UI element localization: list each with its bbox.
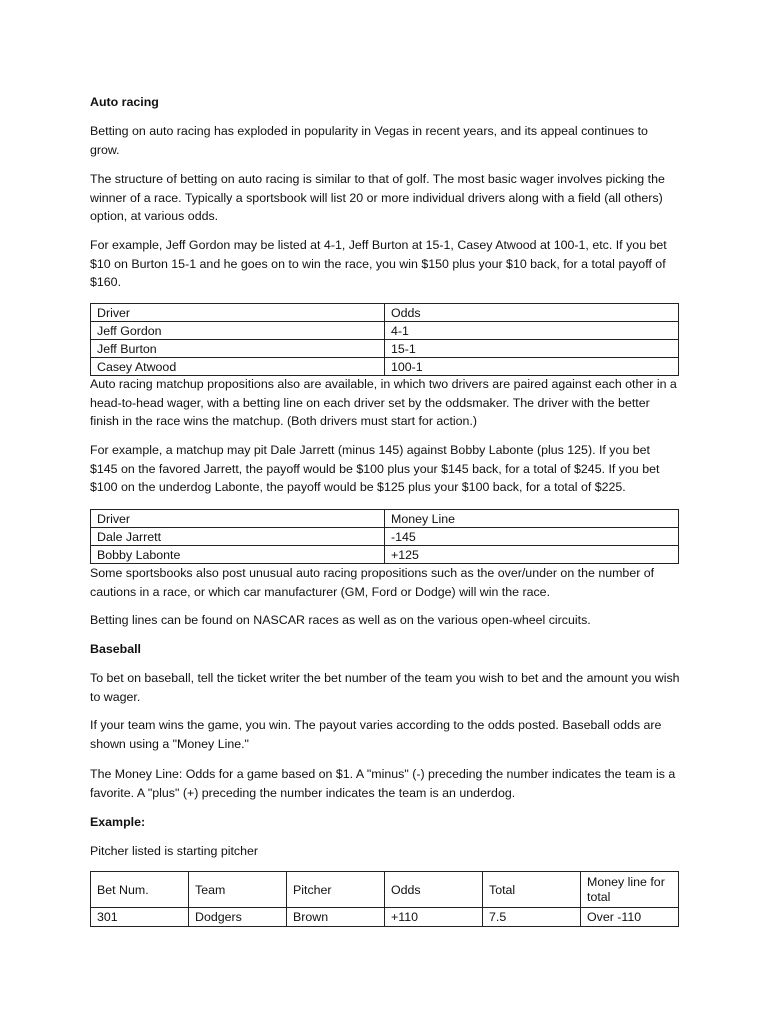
table-cell: +125 bbox=[385, 546, 679, 564]
table-cell: 7.5 bbox=[483, 908, 581, 927]
table-cell: 100-1 bbox=[385, 358, 679, 376]
table-header-cell: Money line for total bbox=[581, 872, 679, 908]
baseball-payout-paragraph: If your team wins the game, you win. The payout varies according to the odds posted. Baseball odds are shown using a "Money Line." bbox=[90, 718, 662, 751]
driver-odds-table bbox=[90, 303, 679, 376]
table-header-cell: Driver bbox=[91, 510, 385, 528]
table-cell: Jeff Gordon bbox=[91, 322, 385, 340]
auto-racing-intro-paragraph: Betting on auto racing has exploded in popularity in Vegas in recent years, and its appeal continues to grow. bbox=[90, 124, 648, 157]
baseball-example-table bbox=[90, 871, 679, 927]
table-header-cell: Total bbox=[483, 872, 581, 908]
auto-racing-structure-paragraph: The structure of betting on auto racing is similar to that of golf. The most basic wager involves picking the winner of a race. Typically a sportsbook will list 20 or more individual drivers along with a field (all others) option, at various odds. bbox=[90, 172, 665, 224]
table-header-row bbox=[91, 304, 679, 322]
table-row bbox=[91, 908, 679, 927]
table-cell: Jeff Burton bbox=[91, 340, 385, 358]
table-row bbox=[91, 322, 679, 340]
matchup-example-paragraph: For example, a matchup may pit Dale Jarrett (minus 145) against Bobby Labonte (plus 125). If you bet $145 on the favored Jarrett, the payoff would be $100 plus your $145 back, for a total of $245. If you bet $100 on the underdog Labonte, the payoff would be $125 plus your $100 back, for a total of $225. bbox=[90, 443, 660, 495]
auto-racing-heading: Auto racing bbox=[90, 95, 159, 109]
table-header-row bbox=[91, 510, 679, 528]
table-header-cell: Team bbox=[189, 872, 287, 908]
table-cell: +110 bbox=[385, 908, 483, 927]
baseball-heading: Baseball bbox=[90, 642, 141, 656]
auto-racing-example-paragraph: For example, Jeff Gordon may be listed at 4-1, Jeff Burton at 15-1, Casey Atwood at 100-1, etc. If you bet $10 on Burton 15-1 and he goes on to win the race, you win $150 plus your $10 back, for a total payoff of $160. bbox=[90, 238, 667, 290]
table-header-cell: Pitcher bbox=[287, 872, 385, 908]
money-line-paragraph: The Money Line: Odds for a game based on $1. A "minus" (-) preceding the number indicates the team is a favorite. A "plus" (+) preceding the number indicates the team is an underdog. bbox=[90, 767, 676, 800]
table-cell: Bobby Labonte bbox=[91, 546, 385, 564]
table-header-cell: Money Line bbox=[385, 510, 679, 528]
pitcher-note: Pitcher listed is starting pitcher bbox=[90, 844, 259, 858]
table-cell: Brown bbox=[287, 908, 385, 927]
table-cell: 15-1 bbox=[385, 340, 679, 358]
table-row bbox=[91, 358, 679, 376]
table-cell: 4-1 bbox=[385, 322, 679, 340]
table-cell: 301 bbox=[91, 908, 189, 927]
baseball-intro-paragraph: To bet on baseball, tell the ticket writer the bet number of the team you wish to bet and the amount you wish to wager. bbox=[90, 671, 680, 704]
driver-money-line-table bbox=[90, 509, 679, 564]
table-header-row bbox=[91, 872, 679, 908]
table-row bbox=[91, 528, 679, 546]
table-header-cell: Bet Num. bbox=[91, 872, 189, 908]
table-cell: Casey Atwood bbox=[91, 358, 385, 376]
table-cell: Dodgers bbox=[189, 908, 287, 927]
matchup-propositions-paragraph: Auto racing matchup propositions also are available, in which two drivers are paired against each other in a head-to-head wager, with a betting line on each driver set by the oddsmaker. The driver with the better finish in the race wins the matchup. (Both drivers must start for action.) bbox=[90, 377, 677, 429]
table-header-cell: Driver bbox=[91, 304, 385, 322]
table-header-cell: Odds bbox=[385, 872, 483, 908]
unusual-propositions-paragraph: Some sportsbooks also post unusual auto racing propositions such as the over/under on the number of cautions in a race, or which car manufacturer (GM, Ford or Dodge) will win the race. bbox=[90, 566, 655, 599]
table-row bbox=[91, 340, 679, 358]
example-label: Example: bbox=[90, 815, 146, 829]
table-cell: -145 bbox=[385, 528, 679, 546]
table-header-cell: Odds bbox=[385, 304, 679, 322]
betting-lines-paragraph: Betting lines can be found on NASCAR races as well as on the various open-wheel circuits. bbox=[90, 613, 591, 627]
table-cell: Over -110 bbox=[581, 908, 679, 927]
table-cell: Dale Jarrett bbox=[91, 528, 385, 546]
table-row bbox=[91, 546, 679, 564]
